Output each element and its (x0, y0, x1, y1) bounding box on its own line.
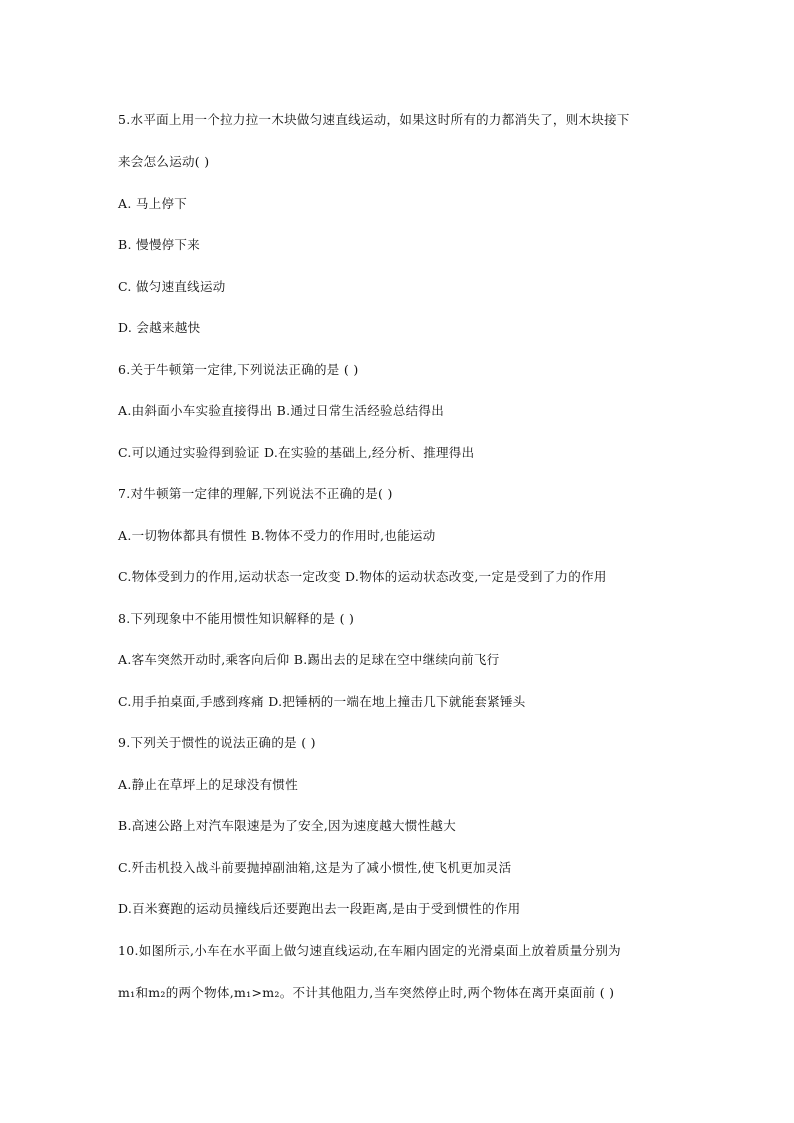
q5-stem-line1: 5.水平面上用一个拉力拉一木块做匀速直线运动，如果这时所有的力都消失了，则木块接下 (118, 112, 630, 127)
q9-option-b: B.高速公路上对汽车限速是为了安全,因为速度越大惯性越大 (118, 818, 457, 833)
q10-stem-line2: m₁和m₂的两个物体,m₁>m₂。不计其他阻力,当车突然停止时,两个物体在离开桌面前 ( ) (118, 985, 615, 1000)
q5-stem-line2: 来会怎么运动( ) (118, 154, 210, 169)
q9-option-a: A.静止在草坪上的足球没有惯性 (118, 777, 299, 792)
q9-option-d: D.百米赛跑的运动员撞线后还要跑出去一段距离,是由于受到惯性的作用 (118, 901, 521, 916)
q7-stem: 7.对牛顿第一定律的理解,下列说法不正确的是( ) (118, 486, 393, 501)
q7-options-cd: C.物体受到力的作用,运动状态一定改变 D.物体的运动状态改变,一定是受到了力的作用 (118, 569, 607, 584)
q5-option-a: A. 马上停下 (118, 196, 188, 211)
q5-option-d: D. 会越来越快 (118, 320, 201, 335)
q8-stem: 8.下列现象中不能用惯性知识解释的是 ( ) (118, 611, 355, 626)
q7-options-ab: A.一切物体都具有惯性 B.物体不受力的作用时,也能运动 (118, 528, 436, 543)
q6-options-cd: C.可以通过实验得到验证 D.在实验的基础上,经分析、推理得出 (118, 445, 475, 460)
q8-options-ab: A.客车突然开动时,乘客向后仰 B.踢出去的足球在空中继续向前飞行 (118, 652, 500, 667)
q6-stem: 6.关于牛顿第一定律,下列说法正确的是 ( ) (118, 362, 359, 377)
q8-options-cd: C.用手拍桌面,手感到疼痛 D.把锤柄的一端在地上撞击几下就能套紧锤头 (118, 694, 526, 709)
q5-option-b: B. 慢慢停下来 (118, 237, 201, 252)
q10-stem-line1: 10.如图所示,小车在水平面上做匀速直线运动,在车厢内固定的光滑桌面上放着质量分别为 (118, 943, 621, 958)
q5-option-c: C. 做匀速直线运动 (118, 279, 226, 294)
q9-stem: 9.下列关于惯性的说法正确的是 ( ) (118, 735, 316, 750)
q9-option-c: C.歼击机投入战斗前要抛掉副油箱,这是为了减小惯性,使飞机更加灵活 (118, 860, 512, 875)
q6-options-ab: A.由斜面小车实验直接得出 B.通过日常生活经验总结得出 (118, 403, 445, 418)
